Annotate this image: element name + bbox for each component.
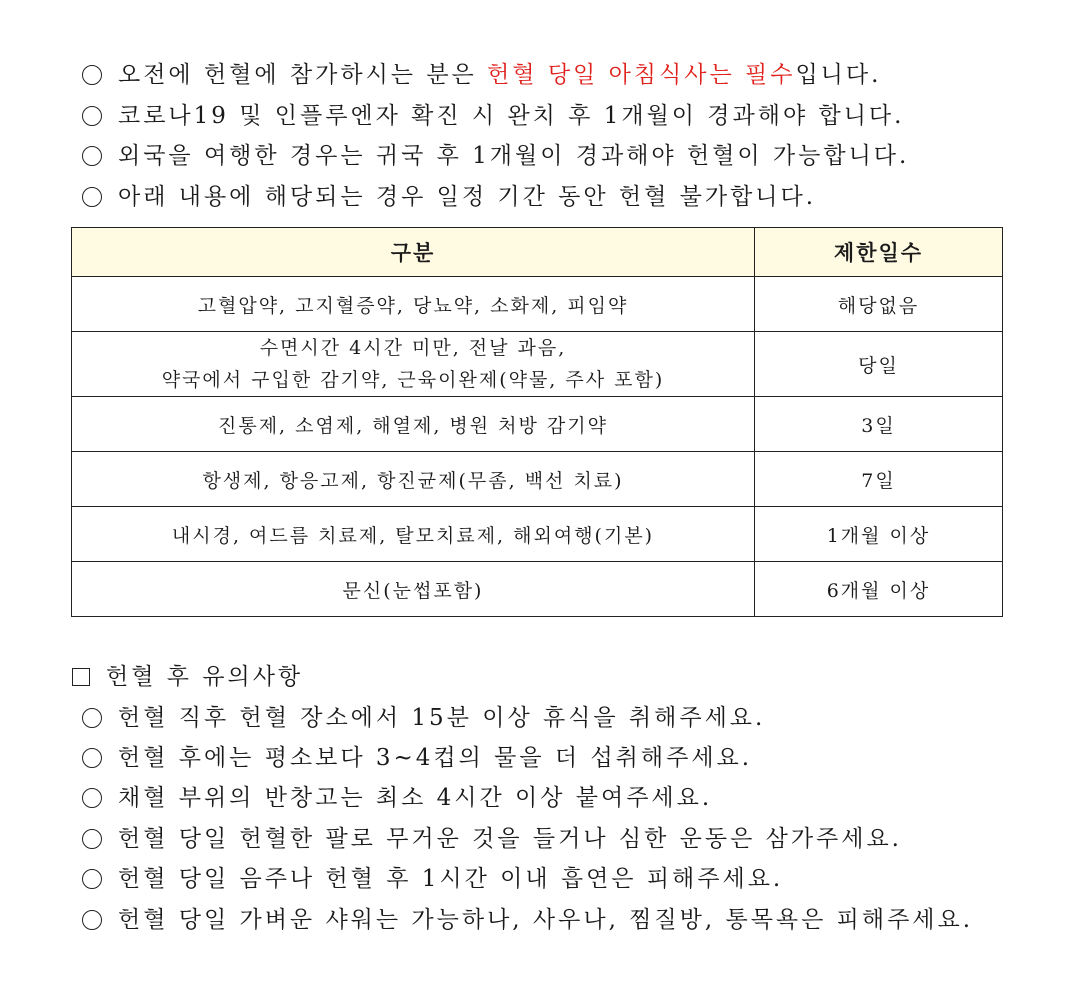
square-bullet-icon (72, 668, 90, 686)
row-days: 6개월 이상 (755, 562, 1003, 617)
notice-covid: 코로나19 및 인플루엔자 확진 시 완치 후 1개월이 경과해야 합니다. (82, 101, 904, 131)
after-care-item: 헌혈 당일 헌혈한 팔로 무거운 것을 들거나 심한 운동은 삼가주세요. (82, 824, 902, 854)
circle-bullet-icon (82, 146, 102, 166)
after-care-title: 헌혈 후 유의사항 (72, 662, 303, 692)
row-days: 해당없음 (755, 277, 1003, 332)
table-row (72, 277, 1003, 332)
after-care-item: 헌혈 당일 음주나 헌혈 후 1시간 이내 흡연은 피해주세요. (82, 864, 783, 894)
table-row (72, 332, 1003, 397)
circle-bullet-icon (82, 708, 102, 728)
row-category (72, 332, 755, 397)
notice-breakfast: 오전에 헌혈에 참가하시는 분은 헌혈 당일 아침식사는 필수입니다. (82, 60, 881, 90)
circle-bullet-icon (82, 910, 102, 930)
circle-bullet-icon (82, 788, 102, 808)
row-category-line1: 수면시간 4시간 미만, 전날 과음, (259, 337, 567, 359)
row-days: 당일 (755, 332, 1003, 397)
row-days: 1개월 이상 (755, 507, 1003, 562)
after-care-item: 헌혈 직후 헌혈 장소에서 15분 이상 휴식을 취해주세요. (82, 703, 765, 733)
row-days: 3일 (755, 397, 1003, 452)
row-category: 내시경, 여드름 치료제, 탈모치료제, 해외여행(기본) (72, 507, 755, 562)
row-category: 항생제, 항응고제, 항진균제(무좀, 백선 치료) (72, 452, 755, 507)
after-care-item: 헌혈 당일 가벼운 샤워는 가능하나, 사우나, 찜질방, 통목욕은 피해주세요. (82, 905, 973, 935)
table-row (72, 562, 1003, 617)
circle-bullet-icon (82, 106, 102, 126)
header-category: 구분 (72, 228, 755, 277)
restriction-table (71, 227, 1003, 617)
circle-bullet-icon (82, 187, 102, 207)
row-category: 문신(눈썹포함) (72, 562, 755, 617)
circle-bullet-icon (82, 869, 102, 889)
circle-bullet-icon (82, 748, 102, 768)
table-row (72, 397, 1003, 452)
row-category: 고혈압약, 고지혈증약, 당뇨약, 소화제, 피임약 (72, 277, 755, 332)
table-row (72, 452, 1003, 507)
notice-travel: 외국을 여행한 경우는 귀국 후 1개월이 경과해야 헌혈이 가능합니다. (82, 141, 909, 171)
after-care-item: 채혈 부위의 반창고는 최소 4시간 이상 붙여주세요. (82, 783, 712, 813)
header-days: 제한일수 (755, 228, 1003, 277)
circle-bullet-icon (82, 829, 102, 849)
row-days: 7일 (755, 452, 1003, 507)
table-row (72, 507, 1003, 562)
table-header-row (72, 228, 1003, 277)
after-care-item: 헌혈 후에는 평소보다 3~4컵의 물을 더 섭취해주세요. (82, 743, 752, 773)
row-category-line2: 약국에서 구입한 감기약, 근육이완제(약물, 주사 포함) (161, 369, 665, 391)
breakfast-highlight: 헌혈 당일 아침식사는 필수 (487, 62, 796, 88)
row-category: 진통제, 소염제, 해열제, 병원 처방 감기약 (72, 397, 755, 452)
circle-bullet-icon (82, 65, 102, 85)
notice-restriction: 아래 내용에 해당되는 경우 일정 기간 동안 헌혈 불가합니다. (82, 182, 816, 212)
